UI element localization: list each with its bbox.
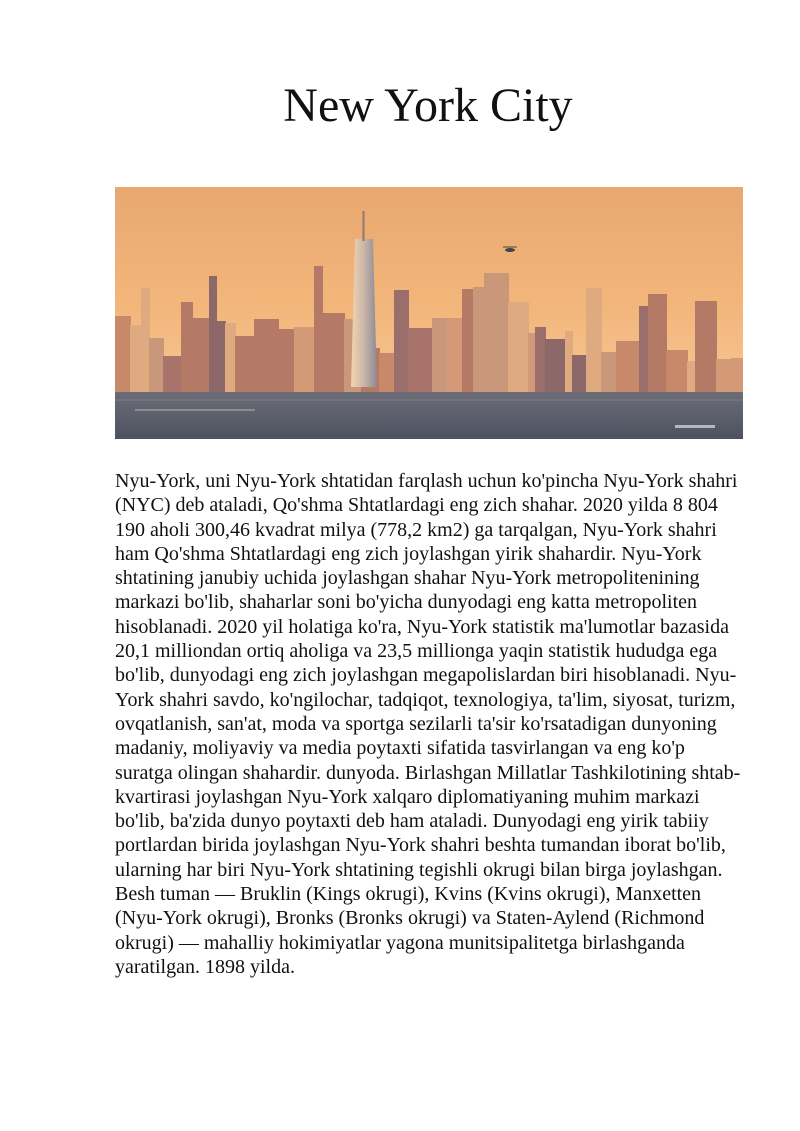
skyline-building xyxy=(508,302,529,392)
skyline-building xyxy=(545,339,566,392)
skyline-building xyxy=(235,336,255,392)
skyline-building xyxy=(666,350,688,392)
skyline-building xyxy=(209,276,217,392)
skyline-building xyxy=(294,327,315,392)
skyline-building xyxy=(447,318,463,392)
skyline-building xyxy=(648,294,667,392)
body-paragraph: Nyu-York, uni Nyu-York shtatidan farqlash uchun ko'pincha Nyu-York shahri (NYC) deb ataladi, Qo'shma Shtatlardagi eng zich shahar. 2020 yilda 8 804 190 aholi 300,46 kvadrat milya (778,2 km2) ga tarqalgan, Nyu-York shahri ham Qo'shma Shtatlardagi eng zich joylashgan yirik shahardir. Nyu-York shtatining janubiy uchida joylashgan shahar Nyu-York metropolitenining markazi bo'lib, shaharlar soni bo'yicha dunyodagi eng katta metropoliten hisoblanadi. 2020 yil holatiga ko'ra, Nyu-York statistik ma'lumotlar bazasida 20,1 milliondan ortiq aholiga va 23,5 millionga yaqin statistik hududga ega bo'lib, dunyodagi eng zich joylashgan megapolislardan biri hisoblanadi. Nyu-York shahri savdo, ko'ngilochar, tadqiqot, texnologiya, ta'lim, siyosat, turizm, ovqatlanish, san'at, moda va sportga sezilarli ta'sir ko'rsatadigan dunyoning madaniy, moliyaviy va media poytaxti sifatida tasvirlangan va eng ko'p suratga olingan shahardir. dunyoda. Birlashgan Millatlar Tashkilotining shtab-kvartirasi joylashgan Nyu-York xalqaro diplomatiyaning muhim markazi bo'lib, ba'zida dunyo poytaxti deb ham ataladi. Dunyodagi eng yirik tabiiy portlardan birida joylashgan Nyu-York shahri beshta tumandan iborat bo'lib, ularning har biri Nyu-York shtatining tegishli okrugi bilan birga joylashgan. Besh tuman — Bruklin (Kings okrugi), Kvins (Kvins okrugi), Manxetten (Nyu-York okrugi), Bronks (Bronks okrugi) va Staten-Aylend (Richmond okrugi) — mahalliy hokimiyatlar yagona munitsipalitetga birlashganda yaratilgan. 1898 yilda. xyxy=(115,470,741,978)
skyline-building xyxy=(192,318,210,392)
skyline-building xyxy=(216,321,226,392)
skyline-building xyxy=(572,355,587,392)
skyline-building xyxy=(639,306,649,392)
page-title: New York City xyxy=(283,79,573,132)
skyline-building xyxy=(163,356,182,392)
skyline-building xyxy=(535,327,546,392)
skyline-building xyxy=(586,288,602,392)
skyline-building xyxy=(181,302,193,392)
skyline-building xyxy=(687,361,696,392)
skyline-building xyxy=(462,289,474,392)
skyline-building xyxy=(716,359,732,392)
skyline-building xyxy=(565,331,573,392)
skyline-building xyxy=(141,288,150,392)
skyline-building xyxy=(528,333,536,392)
skyline-building xyxy=(484,273,509,392)
skyline-building xyxy=(379,353,395,392)
skyline-building xyxy=(254,319,279,392)
skyline-building xyxy=(601,352,617,392)
skyline-building xyxy=(130,325,142,392)
skyline-building xyxy=(408,328,433,392)
skyline-photo xyxy=(115,187,743,439)
skyline-building xyxy=(225,323,236,392)
skyline-building xyxy=(278,329,295,392)
skyline-building xyxy=(731,358,743,392)
skyline-building xyxy=(394,290,409,392)
skyline-building xyxy=(314,266,323,392)
skyline-building xyxy=(432,318,448,392)
skyline-building xyxy=(616,341,640,392)
skyline-building xyxy=(473,287,485,392)
skyline-building xyxy=(115,316,131,392)
skyline-building xyxy=(149,338,164,392)
skyline-building xyxy=(322,313,345,392)
skyline-building xyxy=(695,301,717,392)
